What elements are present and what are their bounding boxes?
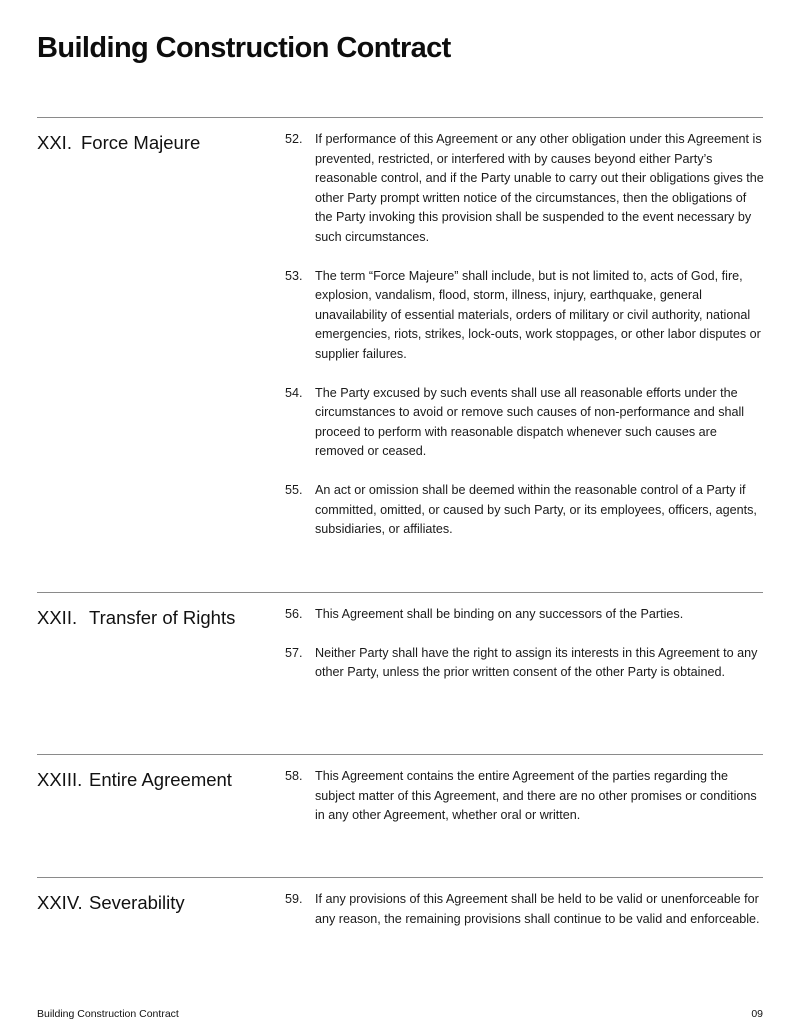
section-title: Severability — [89, 892, 185, 913]
clause-text: If performance of this Agreement or any other obligation under this Agreement is prevented, restricted, or interfered with by causes beyond either Party’s reasonable control, and if the Party unable to carry out their obligations gives the other Party prompt written notice of the circumstances, then the obligations of the Party invoking this provision shall be suspended to the event necessary by such circumstances. — [315, 132, 764, 244]
section-number: XXIV. — [37, 892, 83, 913]
clause-item — [285, 384, 765, 462]
clause-number: 55. — [285, 482, 303, 497]
clause-item — [285, 605, 765, 625]
section-transfer-of-rights — [37, 592, 763, 680]
clause-number: 57. — [285, 645, 303, 660]
clause-list — [285, 605, 765, 683]
clause-number: 58. — [285, 769, 303, 783]
clause-item — [285, 481, 765, 540]
clause-text: Neither Party shall have the right to assign its interests in this Agreement to any other Party, unless the prior written consent of the other Party is obtained. — [315, 645, 758, 680]
clause-item — [285, 130, 765, 248]
section-force-majeure — [37, 117, 764, 537]
section-number: XXIII. — [37, 769, 83, 790]
clause-text: This Agreement contains the entire Agreement of the parties regarding the subject matter of this Agreement, and there are no other promises or conditions in any other Agreement, whether oral or written. — [315, 769, 757, 823]
clause-item — [285, 267, 765, 365]
document-title: Building Construction Contract — [37, 32, 451, 64]
clause-number: 56. — [285, 607, 303, 621]
section-title: Transfer of Rights — [89, 607, 236, 628]
clause-list — [285, 890, 765, 929]
section-heading — [37, 890, 185, 916]
clause-number: 59. — [285, 892, 303, 906]
clause-item — [285, 890, 765, 929]
section-number: XXII. — [37, 607, 78, 628]
clause-number: 54. — [285, 385, 303, 400]
clause-text: This Agreement shall be binding on any successors of the Parties. — [315, 607, 684, 621]
clause-text: The term “Force Majeure” shall include, but is not limited to, acts of God, fire, explosion, vandalism, flood, storm, illness, injury, earthquake, general unavailability of essential materials, orders of military or civil authority, national emergencies, riots, strikes, lock-outs, work stoppages, or other labor disputes or supplier failures. — [315, 268, 761, 361]
clause-number: 53. — [285, 268, 303, 283]
clause-number: 52. — [285, 132, 303, 146]
section-title: Entire Agreement — [89, 769, 232, 790]
clause-list — [285, 767, 765, 826]
clause-list — [285, 130, 765, 540]
clause-item — [285, 767, 765, 826]
clause-item — [285, 644, 765, 683]
section-title: Force Majeure — [81, 132, 201, 153]
section-number: XXI. — [37, 132, 72, 153]
section-severability — [37, 877, 763, 926]
clause-text: If any provisions of this Agreement shall be held to be valid or unenforceable for any reason, the remaining provisions shall continue to be valid and enforceable. — [315, 892, 760, 926]
clause-text: The Party excused by such events shall use all reasonable efforts under the circumstances to avoid or remove such causes of non-performance and shall proceed to perform with reasonable dispatch whenever such causes are removed or ceased. — [315, 385, 745, 459]
section-heading — [37, 605, 235, 631]
section-heading — [37, 767, 232, 793]
clause-text: An act or omission shall be deemed within the reasonable control of a Party if committed, omitted, or caused by such Party, or its employees, officers, agents, subsidiaries, or affiliates. — [315, 482, 757, 537]
section-entire-agreement — [37, 754, 763, 823]
section-heading — [37, 130, 200, 156]
footer-document-title: Building Construction Contract — [37, 1008, 179, 1020]
footer-page-number: 09 — [751, 1008, 763, 1020]
